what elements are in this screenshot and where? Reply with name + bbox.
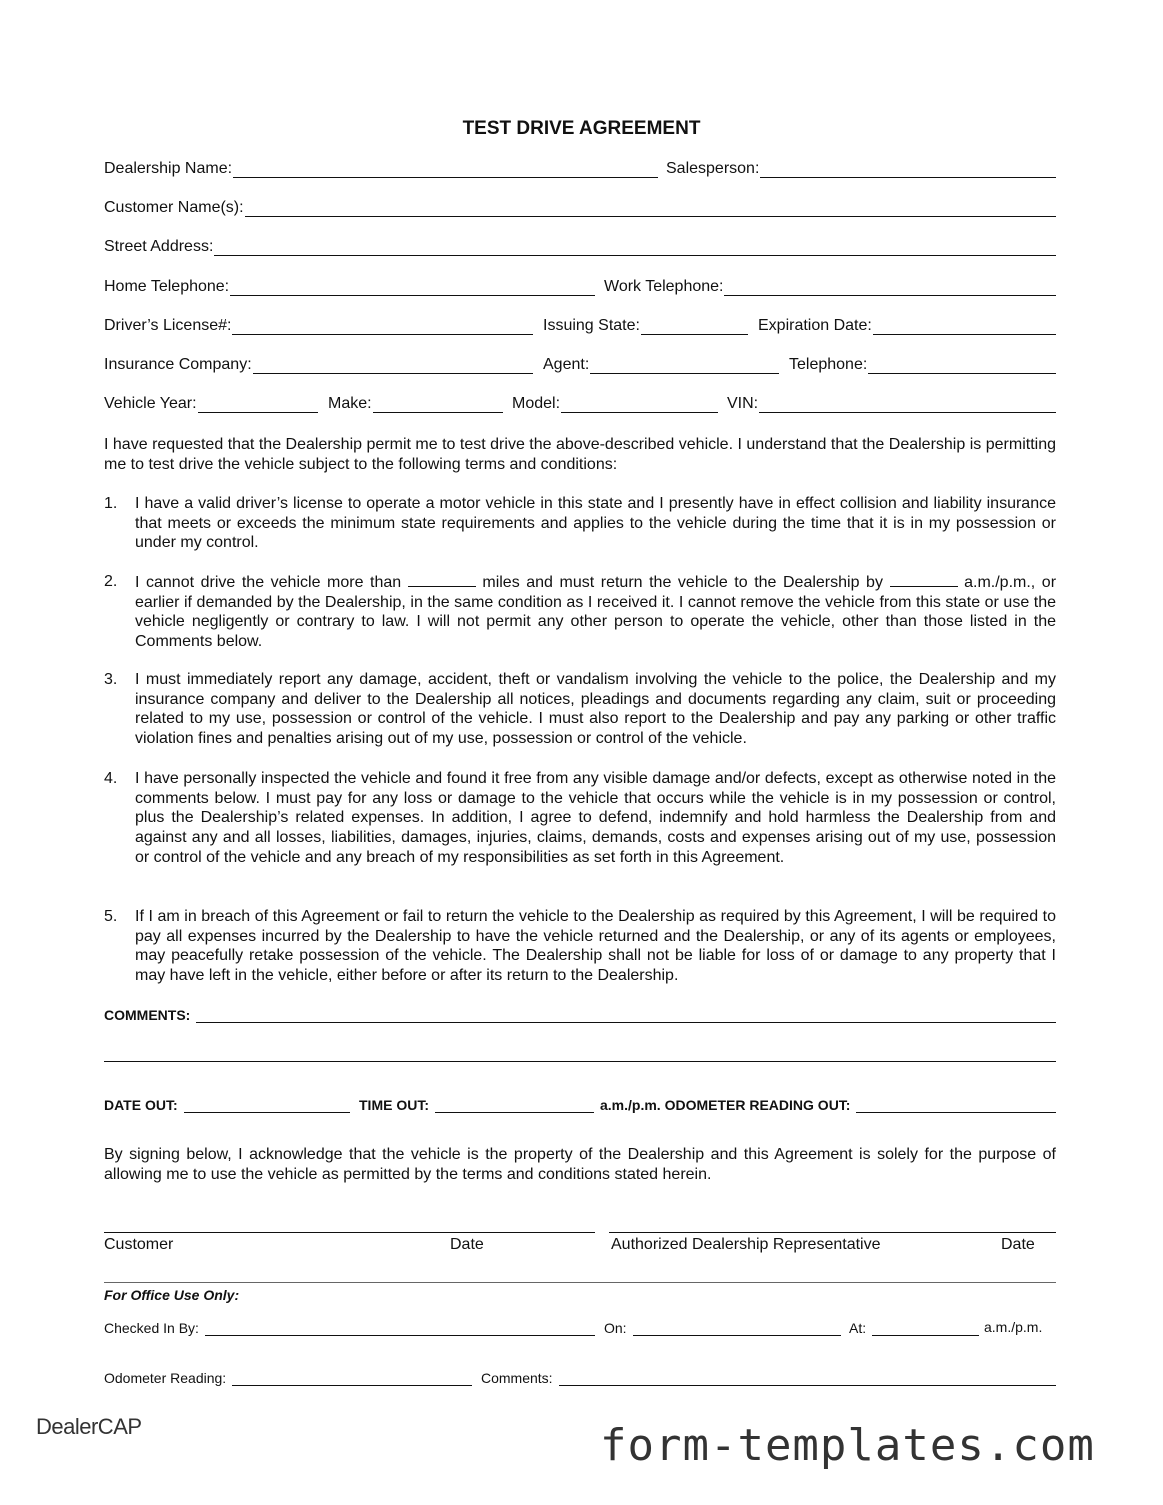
- comments-line[interactable]: [196, 1005, 1056, 1023]
- row-dealership: [104, 160, 1056, 182]
- row-insurance: [104, 356, 1056, 378]
- intro-paragraph: I have requested that the Dealership permit me to test drive the above-described vehicle. I understand that the Dealership is permitting me to test drive the vehicle subject to the following terms and conditions:: [104, 436, 1056, 473]
- model-line[interactable]: [561, 395, 718, 413]
- on-line[interactable]: [633, 1318, 841, 1336]
- on-field[interactable]: [604, 1318, 841, 1336]
- odometer-reading-line[interactable]: [232, 1368, 472, 1386]
- home-telephone-line[interactable]: [230, 278, 595, 296]
- agent-line[interactable]: [590, 356, 779, 374]
- acknowledgement-paragraph: By signing below, I acknowledge that the vehicle is the property of the Dealership and this Agreement is solely for the purpose of allowing me to use the vehicle as permitted by the terms and conditions stated herein.: [104, 1146, 1056, 1183]
- term-item: [104, 907, 1056, 986]
- term-text-c: a.m./p.m., or earlier if demanded by the Dealership, in the same condition as I received it. I cannot remove the vehicle from this state or use the vehicle negligently or contrary to law. I will not permit any other person to operate the vehicle, other than those listed in the Comments below.: [135, 574, 1057, 651]
- term-text: [135, 572, 1056, 652]
- office-checkin-row: [104, 1318, 1056, 1340]
- term-text-a: I cannot drive the vehicle more than: [135, 574, 402, 591]
- street-address-label: Street Address:: [104, 238, 214, 255]
- vehicle-year-field[interactable]: [104, 395, 318, 413]
- dealership-name-label: Dealership Name:: [104, 160, 233, 177]
- representative-signature-label: Authorized Dealership Representative: [611, 1236, 881, 1253]
- office-heading: For Office Use Only:: [104, 1287, 240, 1303]
- office-comments-label: Comments:: [481, 1370, 553, 1386]
- issuing-state-line[interactable]: [641, 317, 748, 335]
- term-number: 3.: [104, 671, 118, 688]
- comments-label: COMMENTS:: [104, 1007, 191, 1023]
- office-comments-field[interactable]: [481, 1368, 1056, 1386]
- home-telephone-label: Home Telephone:: [104, 278, 230, 295]
- odometer-reading-field[interactable]: [104, 1368, 472, 1386]
- row-customer: [104, 199, 1056, 221]
- miles-blank[interactable]: [408, 572, 476, 587]
- street-address-field[interactable]: [104, 238, 1056, 256]
- comments-row: [104, 1005, 1056, 1027]
- term-item: [104, 670, 1056, 749]
- at-field[interactable]: [849, 1318, 979, 1336]
- vehicle-year-line[interactable]: [198, 395, 318, 413]
- street-address-line[interactable]: [214, 238, 1056, 256]
- checked-in-by-field[interactable]: [104, 1318, 595, 1336]
- expiration-date-field[interactable]: [758, 317, 1056, 335]
- at-label: At:: [849, 1320, 867, 1336]
- drivers-license-label: Driver’s License#:: [104, 317, 232, 334]
- office-odometer-row: [104, 1368, 1056, 1390]
- odometer-reading-label: Odometer Reading:: [104, 1370, 227, 1386]
- expiration-date-line[interactable]: [873, 317, 1056, 335]
- checked-in-by-line[interactable]: [205, 1318, 595, 1336]
- make-label: Make:: [328, 395, 372, 412]
- term-item: [104, 769, 1056, 868]
- date-out-label: DATE OUT:: [104, 1097, 178, 1113]
- time-out-field[interactable]: [359, 1095, 594, 1113]
- term-item: [104, 572, 1056, 652]
- vehicle-year-label: Vehicle Year:: [104, 395, 197, 412]
- odometer-out-line[interactable]: [856, 1095, 1056, 1113]
- term-item: [104, 494, 1056, 553]
- drivers-license-line[interactable]: [232, 317, 533, 335]
- salesperson-field[interactable]: [666, 160, 1056, 178]
- checked-in-by-label: Checked In By:: [104, 1320, 199, 1336]
- customer-names-line[interactable]: [245, 199, 1056, 217]
- salesperson-line[interactable]: [760, 160, 1056, 178]
- date-out-field[interactable]: [104, 1095, 350, 1113]
- term-text-b: miles and must return the vehicle to the Dealership by: [482, 574, 883, 591]
- customer-signature-label: Customer: [104, 1236, 174, 1253]
- work-telephone-label: Work Telephone:: [604, 278, 724, 295]
- term-number: 1.: [104, 495, 118, 512]
- term-text: I have a valid driver’s license to operate a motor vehicle in this state and I presently have in effect collision and liability insurance that meets or exceeds the minimum state requirements and applies to the vehicle during the time that it is in my possession or under my control.: [135, 495, 1056, 552]
- row-address: [104, 238, 1056, 260]
- on-label: On:: [604, 1320, 627, 1336]
- return-time-blank[interactable]: [890, 572, 958, 587]
- issuing-state-field[interactable]: [543, 317, 748, 335]
- watermark: form-templates.com: [600, 1420, 1095, 1471]
- at-line[interactable]: [872, 1318, 979, 1336]
- expiration-date-label: Expiration Date:: [758, 317, 872, 334]
- row-vehicle: [104, 395, 1056, 417]
- comments-field[interactable]: [104, 1005, 1056, 1023]
- date-out-line[interactable]: [184, 1095, 350, 1113]
- insurance-company-line[interactable]: [253, 356, 533, 374]
- dealership-name-line[interactable]: [233, 160, 658, 178]
- insurance-company-label: Insurance Company:: [104, 356, 252, 373]
- drivers-license-field[interactable]: [104, 317, 533, 335]
- row-telephone: [104, 278, 1056, 300]
- agent-label: Agent:: [543, 356, 590, 373]
- vin-field[interactable]: [727, 395, 1056, 413]
- vin-line[interactable]: [759, 395, 1056, 413]
- term-text: If I am in breach of this Agreement or fail to return the vehicle to the Dealership as required by this Agreement, I will be required to pay all expenses incurred by the Dealership to have the vehicle returned and the Dealership, or any of its agents or employees, may peacefully retake possession of the vehicle. The Dealership shall not be liable for loss of or damage to any property that I may have left in the vehicle, either before or after its return to the Dealership.: [135, 908, 1056, 985]
- term-number: 2.: [104, 573, 118, 590]
- office-divider: [104, 1282, 1056, 1283]
- salesperson-label: Salesperson:: [666, 160, 760, 177]
- telephone-line[interactable]: [868, 356, 1056, 374]
- customer-names-field[interactable]: [104, 199, 1056, 217]
- issuing-state-label: Issuing State:: [543, 317, 640, 334]
- telephone-label: Telephone:: [789, 356, 868, 373]
- dealercap-logo: DealerCAP: [36, 1414, 142, 1439]
- home-telephone-field[interactable]: [104, 278, 595, 296]
- customer-signature-line[interactable]: [104, 1232, 595, 1233]
- customer-date-label: Date: [450, 1236, 484, 1253]
- dealership-name-field[interactable]: [104, 160, 658, 178]
- office-comments-line[interactable]: [559, 1368, 1056, 1386]
- make-line[interactable]: [373, 395, 503, 413]
- time-out-line[interactable]: [435, 1095, 594, 1113]
- page-title: TEST DRIVE AGREEMENT: [462, 118, 701, 139]
- work-telephone-field[interactable]: [604, 278, 1056, 296]
- customer-names-label: Customer Name(s):: [104, 199, 244, 216]
- at-ampm-label: a.m./p.m.: [984, 1319, 1043, 1335]
- model-label: Model:: [512, 395, 561, 412]
- term-text: I must immediately report any damage, accident, theft or vandalism involving the vehicle to the police, the Dealership and my insurance company and deliver to the Dealership all notices, pleadings and documents regarding any claim, suit or proceeding related to my use, possession or control of the vehicle. I must also report to the Dealership and pay any parking or other traffic violation fines and penalties arising out of my use, possession or control of the vehicle.: [135, 671, 1056, 748]
- term-number: 4.: [104, 770, 118, 787]
- term-text: I have personally inspected the vehicle and found it free from any visible damage and/or defects, except as otherwise noted in the comments below. I must pay for any loss or damage to the vehicle that occurs while the vehicle is in my possession or control, plus the Dealership’s related expenses. In addition, I agree to defend, indemnify and hold harmless the Dealership from and against any and all losses, liabilities, damages, injuries, claims, demands, costs and expenses arising out of my use, possession or control of the vehicle and any breach of my responsibilities as set forth in this Agreement.: [135, 770, 1056, 866]
- comments-line-2[interactable]: [104, 1061, 1056, 1062]
- representative-signature-line[interactable]: [609, 1232, 1056, 1233]
- row-license: [104, 317, 1056, 339]
- insurance-company-field[interactable]: [104, 356, 533, 374]
- work-telephone-line[interactable]: [724, 278, 1056, 296]
- checkout-row: [104, 1095, 1056, 1117]
- agent-field[interactable]: [543, 356, 779, 374]
- time-out-label: TIME OUT:: [359, 1097, 429, 1113]
- odometer-out-label: a.m./p.m. ODOMETER READING OUT:: [600, 1097, 851, 1113]
- telephone-field[interactable]: [789, 356, 1056, 374]
- vin-label: VIN:: [727, 395, 759, 412]
- term-number: 5.: [104, 908, 118, 925]
- representative-date-label: Date: [1001, 1236, 1035, 1253]
- model-field[interactable]: [512, 395, 718, 413]
- odometer-out-field[interactable]: [600, 1095, 1056, 1113]
- make-field[interactable]: [328, 395, 503, 413]
